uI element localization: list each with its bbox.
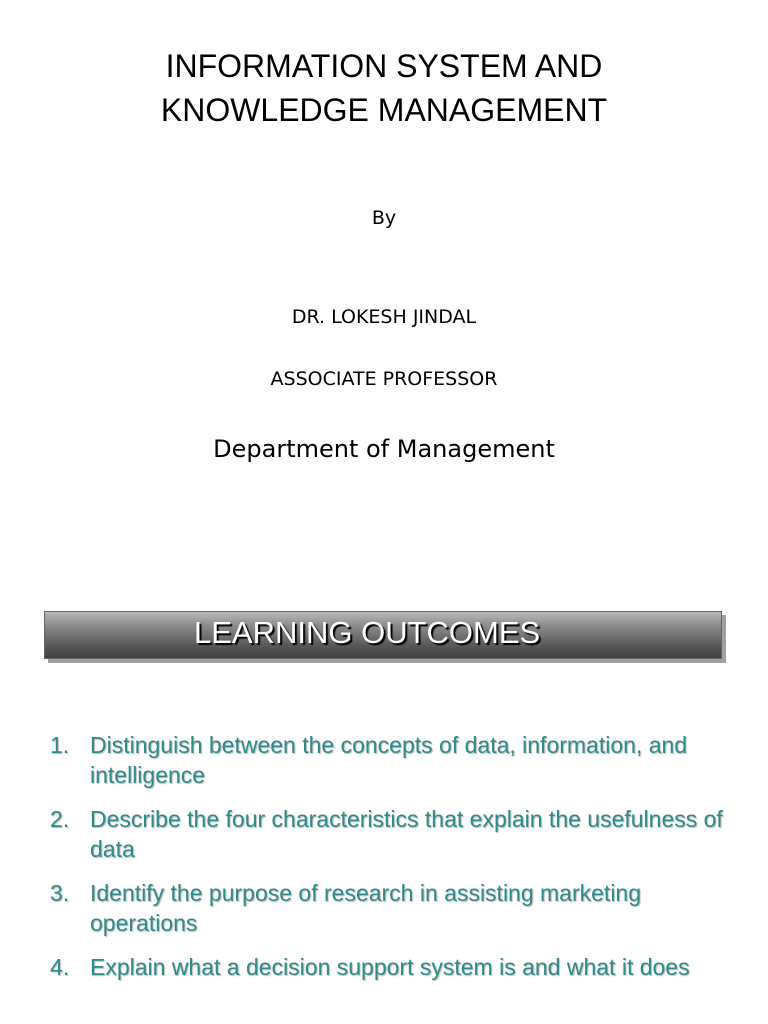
by-label: By [371, 207, 397, 229]
department-name: Department of Management [213, 435, 555, 463]
list-item-number: 1. [50, 732, 70, 758]
list-item [50, 804, 730, 864]
list-item-text: Describe the four characteristics that explain the usefulness of data [90, 806, 723, 862]
list-item-text: Distinguish between the concepts of data, information, and intelligence [90, 732, 688, 788]
list-item-text: Identify the purpose of research in assisting marketing operations [90, 880, 642, 936]
list-item [50, 730, 730, 790]
banner-label: LEARNING OUTCOMES [194, 615, 541, 650]
title-line-2: KNOWLEDGE MANAGEMENT [160, 92, 608, 128]
learning-outcomes-banner [44, 611, 722, 659]
author-name: DR. LOKESH JINDAL [291, 306, 477, 328]
list-item-number: 2. [50, 806, 70, 832]
author-role: ASSOCIATE PROFESSOR [270, 368, 498, 390]
page-title [0, 44, 768, 132]
list-item [50, 878, 730, 938]
list-item [50, 952, 730, 982]
list-item-text: Explain what a decision support system is and what it does [90, 954, 690, 980]
outcomes-list [50, 730, 730, 996]
list-item-number: 3. [50, 880, 70, 906]
title-line-1: INFORMATION SYSTEM AND [165, 48, 603, 84]
list-item-number: 4. [50, 954, 70, 980]
